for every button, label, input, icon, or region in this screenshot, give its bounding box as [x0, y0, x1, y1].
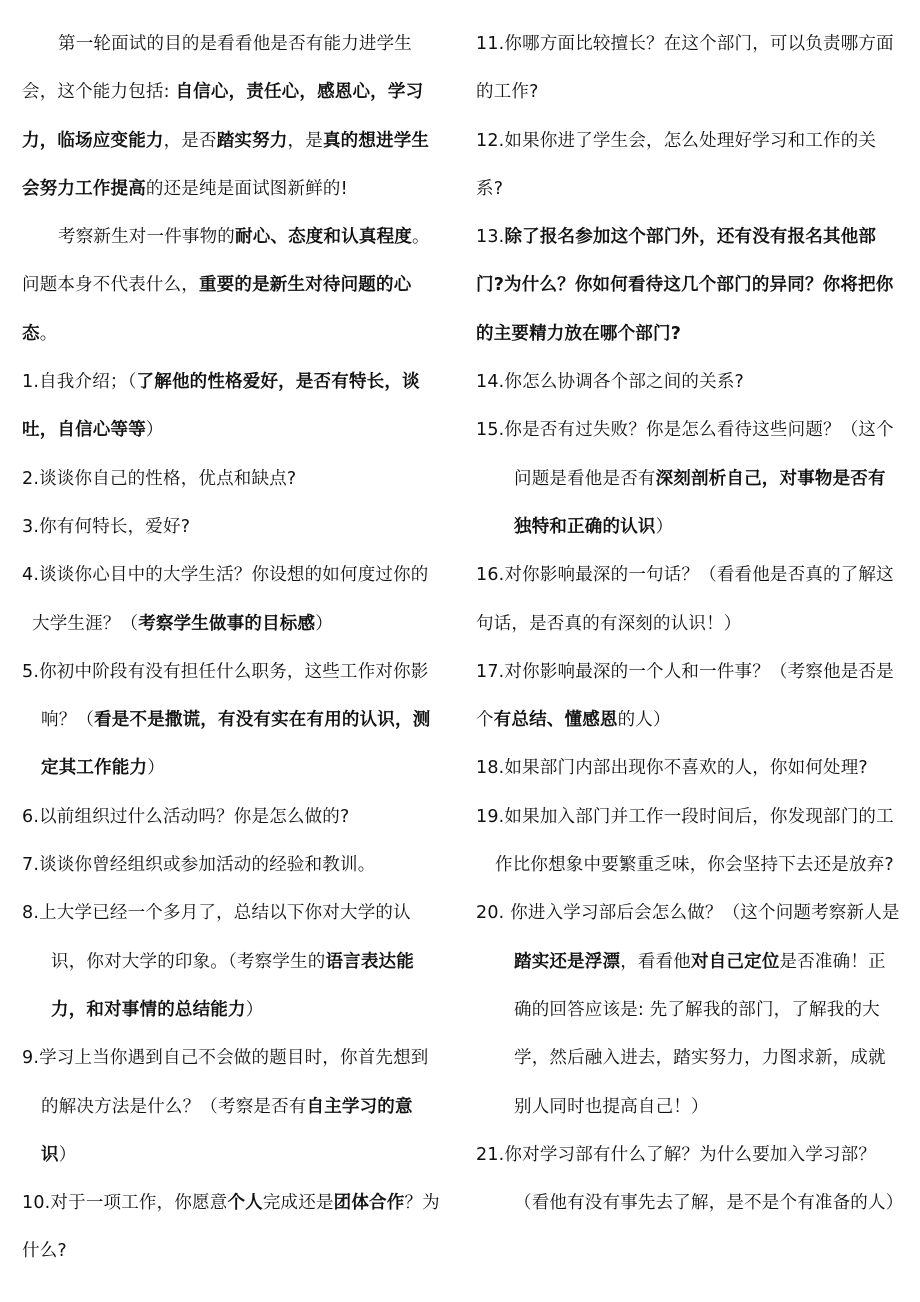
bold-text: 个人 [227, 1193, 263, 1214]
bold-text: 踏实努力 [216, 130, 288, 151]
bold-text: 对自己定位 [691, 951, 780, 972]
paragraph [476, 744, 900, 792]
paragraph [476, 358, 900, 406]
paragraph [22, 1179, 446, 1276]
text-run: ？为什么? [22, 1193, 440, 1262]
paragraph [476, 406, 900, 551]
text-run: 10.对于一项工作，你愿意 [22, 1193, 228, 1214]
paragraph [22, 793, 446, 841]
text-run: 第一轮面试的目的是看看他是否有能力进学生会，这个能力包括: [22, 34, 412, 103]
text-run: 9.学习上当你遇到自己不会做的题目时，你首先想到的解决方法是什么？（考察是否有 [22, 1048, 429, 1117]
paragraph [22, 213, 446, 358]
text-run: ，是 [287, 130, 323, 151]
text-run: ，看看他 [620, 951, 692, 972]
bold-text: 除了报名参加这个部门外，还有没有报名其他部门?为什么？你如何看待这几个部门的异同？你将把你的主要精力放在哪个部门? [476, 227, 894, 344]
text-run: ） [245, 999, 264, 1020]
text-run: 3.你有何特长，爱好? [22, 516, 191, 537]
text-run: ，是否 [163, 130, 217, 151]
paragraph [22, 455, 446, 503]
bold-text: 自主学习的意识 [41, 1096, 413, 1165]
bold-text: 语言表达能力，和对事情的总结能力 [51, 951, 414, 1020]
bold-text: 团体合作 [333, 1193, 405, 1214]
text-run: 16.对你影响最深的一句话？（看看他是否真的了解这句话，是否真的有深刻的认识！） [476, 565, 894, 634]
text-run: 21.你对学习部有什么了解？为什么要加入学习部？（看他有没有事先去了解，是不是个有准备的人） [476, 1144, 904, 1214]
text-run: ） [147, 758, 165, 779]
bold-text: 了解他的性格爱好，是否有特长，谈吐，自信心等等 [22, 372, 420, 441]
text-run: 的人） [617, 710, 671, 731]
text-run: 。问题本身不代表什么， [22, 227, 430, 296]
text-run: 8.上大学已经一个多月了，总结以下你对大学的认识，你对大学的印象。（考察学生的 [22, 903, 411, 972]
text-run: 17.对你影响最深的一个人和一件事？（考察他是否是个 [476, 661, 894, 731]
text-run: 的还是纯是面试图新鲜的! [145, 178, 348, 199]
text-run: 19.如果加入部门并工作一段时间后，你发现部门的工作比你想象中要繁重乏味，你会坚持下去还是放弃? [476, 806, 894, 876]
paragraph [476, 793, 900, 890]
text-run: 完成还是 [262, 1193, 334, 1214]
paragraph [22, 503, 446, 551]
text-run: 12.如果你进了学生会，怎么处理好学习和工作的关系? [476, 130, 877, 199]
bold-text: 深刻剖析自己，对事物是否有独特和正确的认识 [514, 468, 886, 537]
paragraph [476, 117, 900, 214]
paragraph [22, 1034, 446, 1179]
bold-text: 踏实还是浮漂 [514, 951, 621, 972]
text-run: 5.你初中阶段有没有担任什么职务，这些工作对你影响？（ [22, 661, 429, 731]
text-run: 2.谈谈你自己的性格，优点和缺点? [22, 468, 297, 489]
text-run: ） [58, 1144, 77, 1165]
paragraph [22, 358, 446, 455]
text-run: ） [145, 420, 164, 441]
text-run: 。 [39, 323, 58, 344]
text-run: 6.以前组织过什么活动吗？你是怎么做的? [22, 806, 350, 827]
paragraph [22, 551, 446, 648]
bold-text: 有总结、懂感恩 [493, 710, 618, 731]
text-run: ） [315, 613, 333, 634]
text-run: 是否准确！正确的回答应该是: 先了解我的部门，了解我的大学，然后融入进去，踏实努力，力图求新，成就别人同时也提高自己！） [514, 951, 886, 1117]
paragraph [476, 889, 900, 1130]
text-run: 7.谈谈你曾经组织或参加活动的经验和教训。 [22, 855, 376, 876]
bold-text: 真的想进学生会努力工作提高 [22, 130, 430, 199]
text-run: ） [655, 516, 674, 537]
paragraph [22, 20, 446, 213]
paragraph [22, 648, 446, 793]
text-run: 考察新生对一件事物的 [58, 227, 235, 248]
right-column [476, 20, 904, 1227]
text-run: 20. 你进入学习部后会怎么做？（这个问题考察新人是 [476, 903, 900, 924]
text-run: 15.你是否有过失败？你是怎么看待这些问题？（这个问题是看他是否有 [476, 420, 894, 489]
text-run: 18.如果部门内部出现你不喜欢的人，你如何处理? [476, 758, 868, 779]
text-run: 11.你哪方面比较擅长？在这个部门，可以负责哪方面的工作? [476, 34, 894, 103]
bold-text: 耐心、态度和认真程度 [235, 227, 412, 248]
paragraph [22, 841, 446, 889]
bold-text: 自信心，责任心，感恩心，学习力，临场应变能力 [22, 82, 424, 151]
paragraph [476, 1131, 904, 1228]
bold-text: 考察学生做事的目标感 [138, 613, 316, 634]
text-run: 14.你怎么协调各个部之间的关系? [476, 372, 745, 393]
paragraph [476, 551, 900, 648]
bold-text: 看是不是撒谎，有没有实在有用的认识，测定其工作能力 [41, 710, 431, 779]
paragraph [476, 213, 900, 358]
text-run: 4.谈谈你心目中的大学生活？你设想的如何度过你的大学生涯？（ [22, 565, 429, 634]
paragraph [476, 20, 900, 117]
text-run: 1.自我介绍；（ [22, 372, 137, 393]
text-run: 13. [476, 227, 505, 248]
bold-text: 重要的是新生对待问题的心态 [22, 275, 412, 344]
paragraph [476, 648, 900, 745]
left-column [22, 20, 446, 1276]
paragraph [22, 889, 446, 1034]
